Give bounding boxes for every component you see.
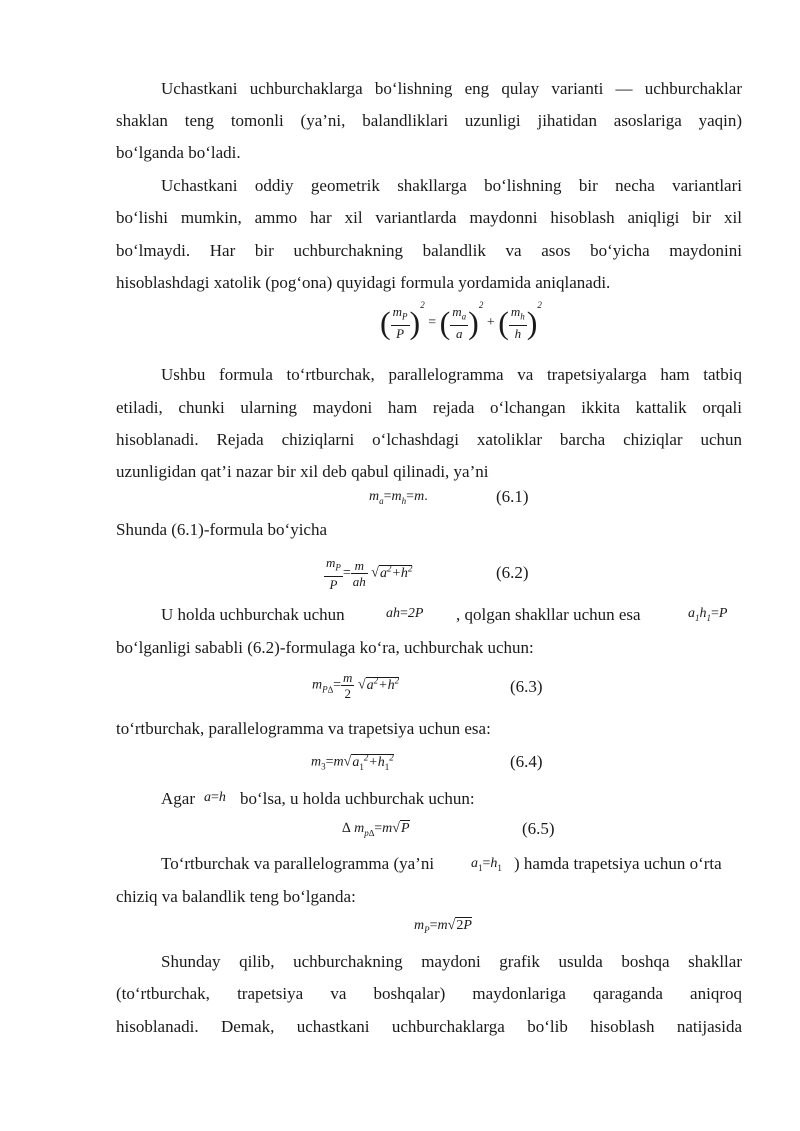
equation-ah-2p: ah=2P: [386, 606, 424, 621]
para-3-line-3: hisoblanadi. Rejada chiziqlarni o‘lchashdagi xatoliklar barcha chiziqlar uchun: [116, 430, 742, 449]
para-3-line-2: etiladi, chunki ularning maydoni ham rejada o‘lchangan ikkita kattalik orqali: [116, 398, 742, 417]
para-2-line-3: bo‘lmaydi. Har bir uchburchakning balandlik va asos bo‘yicha maydonini: [116, 241, 742, 260]
equation-6-3: $m_{P\Delta}=$ $\frac{m}{2}$ $√a^2+h^2$: [312, 670, 400, 701]
para-9-line-1: Shunday qilib, uchburchakning maydoni grafik usulda boshqa shakllar: [161, 952, 742, 971]
para-8-line-2: chiziq va balandlik teng bo‘lganda:: [116, 887, 356, 906]
equation-6-1-label: (6.1): [496, 487, 529, 506]
error-formula: ( $\frac{m_P}{P}$ )$^2$ = ( $\frac{m_a}{a}$ )$^2$ + ( $\frac{m_h}{h}$ )$^2$: [380, 300, 542, 342]
para-4-line-1: Shunda (6.1)-formula bo‘yicha: [116, 520, 328, 539]
para-8-b: ) hamda trapetsiya uchun o‘rta: [514, 854, 722, 873]
para-7-b: bo‘lsa, u holda uchburchak uchun:: [240, 789, 475, 808]
para-2-line-2: bo‘lishi mumkin, ammo har xil variantlarda maydonni hisoblash aniqligi bir xil: [116, 208, 742, 227]
equation-6-5-label: (6.5): [522, 819, 555, 838]
para-1-line-2: shaklan teng tomonli (ya’ni, balandliklari uzunligi jihatidan asoslariga yaqin): [116, 111, 742, 130]
equation-6-5: ∆ $m_{p\Delta}=m√P$: [342, 821, 410, 838]
equation-a1-h1: $a_1=h_1$: [471, 856, 502, 873]
equation-6-4-label: (6.4): [510, 752, 543, 771]
para-2-line-1: Uchastkani oddiy geometrik shakllarga bo‘lishning bir necha variantlari: [161, 176, 742, 195]
para-5-line-1b: , qolgan shakllar uchun esa: [456, 605, 641, 624]
para-7-a: Agar: [161, 789, 195, 808]
para-9-line-3: hisoblanadi. Demak, uchastkani uchburchaklarga bo‘lib hisoblash natijasida: [116, 1017, 742, 1036]
para-5-line-1a: U holda uchburchak uchun: [161, 605, 345, 624]
equation-6-4: $m_3=m√a_1^2+h_1^2$: [311, 752, 394, 772]
para-3-line-4: uzunligidan qat’i nazar bir xil deb qabul qilinadi, ya’ni: [116, 462, 489, 481]
para-1-line-3: bo‘lganda bo‘ladi.: [116, 143, 241, 162]
para-1-line-1: Uchastkani uchburchaklarga bo‘lishning eng qulay varianti — uchburchaklar: [161, 79, 742, 98]
equation-a1h1-p: $a_1h_1=P$: [688, 606, 728, 623]
equation-mp-sqrt-2p: $m_P=m√2P$: [414, 918, 472, 935]
para-5-line-2: bo‘lganligi sababli (6.2)-formulaga ko‘ra, uchburchak uchun:: [116, 638, 534, 657]
equation-6-3-label: (6.3): [510, 677, 543, 696]
para-3-line-1: Ushbu formula to‘rtburchak, parallelogramma va trapetsiyalarga ham tatbiq: [161, 365, 742, 384]
equation-6-2-label: (6.2): [496, 563, 529, 582]
equation-6-2: $\frac{m_P}{P}$ = $\frac{m}{ah}$ $√a^2+h^2$: [326, 555, 413, 592]
para-2-line-4: hisoblashdagi xatolik (pog‘ona) quyidagi formula yordamida aniqlanadi.: [116, 273, 611, 292]
para-8-a: To‘rtburchak va parallelogramma (ya’ni: [161, 854, 435, 873]
para-9-line-2: (to‘rtburchak, trapetsiya va boshqalar) maydonlariga qaraganda aniqroq: [116, 984, 742, 1003]
equation-a-h: a=h: [204, 790, 226, 805]
equation-6-1: $m_a=m_h=m$.: [369, 489, 428, 506]
para-6-line-1: to‘rtburchak, parallelogramma va trapetsiya uchun esa:: [116, 719, 491, 738]
